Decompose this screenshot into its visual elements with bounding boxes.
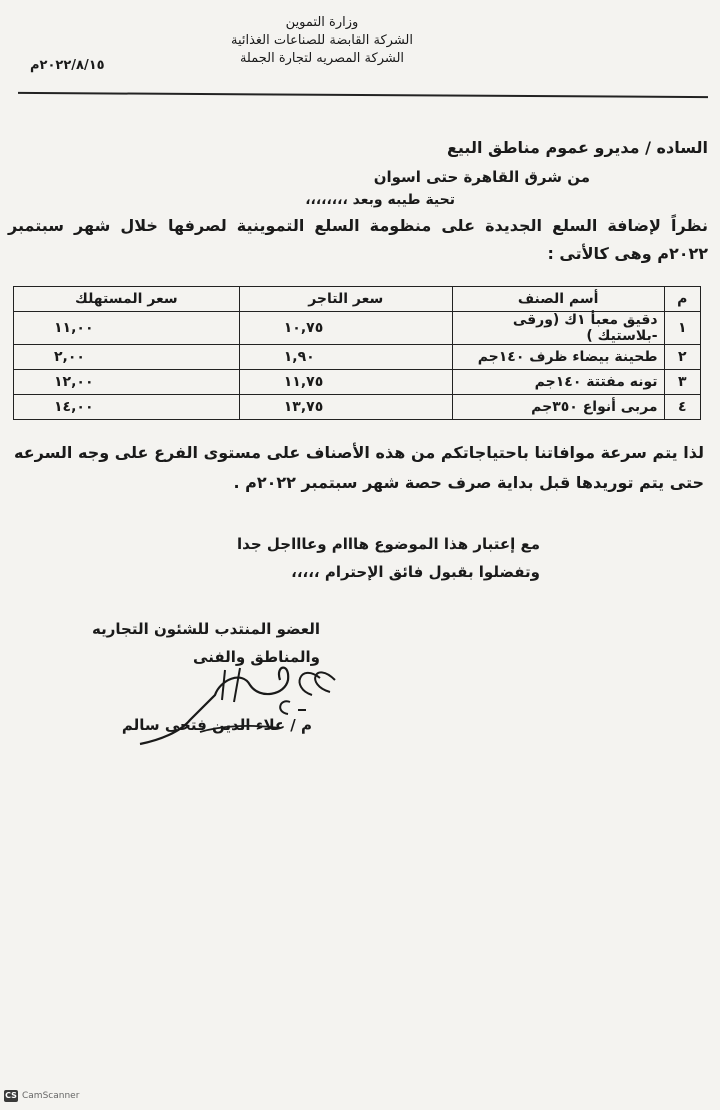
header-item-name: أسم الصنف	[452, 287, 664, 312]
row-num: ١	[664, 312, 700, 345]
closing-regards: وتفضلوا بقبول فائق الإحترام ،،،،،	[291, 563, 540, 581]
row-consumer-price: ١٤,٠٠	[14, 395, 240, 420]
row-item-name: طحينة بيضاء ظرف ١٤٠جم	[452, 345, 664, 370]
header-consumer-price: سعر المستهلك	[14, 287, 240, 312]
header-trader-price: سعر التاجر	[239, 287, 452, 312]
ministry-name: وزارة التموين	[285, 15, 359, 30]
addressee: الساده / مديرو عموم مناطق البيع	[446, 138, 708, 157]
intro-paragraph: نظراً لإضافة السلع الجديدة على منظومة السلع التموينية لصرفها خلال شهر سبتمبر ٢٠٢٢م وهى كالأتى :	[8, 216, 708, 263]
letterhead	[192, 14, 452, 68]
row-num: ٢	[664, 345, 700, 370]
closing-urgency: مع إعتبار هذا الموضوع هااام وعاااجل جدا	[237, 535, 540, 553]
row-item-name: مربى أنواع ٣٥٠جم	[452, 395, 664, 420]
table-row	[14, 345, 701, 370]
row-trader-price: ١١,٧٥	[239, 370, 452, 395]
signer-name: م / علاء الدين فتحى سالم	[121, 716, 312, 734]
row-trader-price: ١٠,٧٥	[239, 312, 452, 345]
header-divider	[18, 92, 708, 98]
scanner-watermark	[4, 1090, 79, 1102]
signer-title-line-2: والمناطق والفنى	[193, 648, 320, 666]
row-trader-price: ١٣,٧٥	[239, 395, 452, 420]
row-consumer-price: ١٢,٠٠	[14, 370, 240, 395]
letter-date: ٢٠٢٢/٨/١٥م	[30, 58, 105, 73]
row-consumer-price: ٢,٠٠	[14, 345, 240, 370]
row-num: ٤	[664, 395, 700, 420]
camscanner-icon: CS	[5, 1091, 17, 1100]
scanner-label: CamScanner	[22, 1091, 80, 1101]
row-trader-price: ١,٩٠	[239, 345, 452, 370]
table-row	[14, 370, 701, 395]
request-paragraph: لذا يتم سرعة موافاتنا باحتياجاتكم من هذه الأصناف على مستوى الفرع على وجه السرعه حتى يتم توريدها قبل بداية صرف حصة شهر سبتمبر ٢٠٢٢م .	[14, 443, 704, 492]
holding-company-name: الشركة القابضة للصناعات الغذائية	[230, 33, 414, 48]
signer-title-line-1: العضو المنتدب للشئون التجاريه	[92, 620, 320, 638]
greeting: تحية طيبه وبعد ،،،،،،،،	[305, 192, 455, 208]
row-item-name: تونه مفتتة ١٤٠جم	[452, 370, 664, 395]
row-num: ٣	[664, 370, 700, 395]
price-table	[13, 286, 701, 420]
table-row	[14, 312, 701, 345]
region-line: من شرق القاهرة حتى اسوان	[373, 168, 590, 186]
row-consumer-price: ١١,٠٠	[14, 312, 240, 345]
table-row	[14, 395, 701, 420]
company-name: الشركة المصريه لتجارة الجملة	[239, 51, 405, 66]
header-num: م	[664, 287, 700, 312]
closing-block	[237, 530, 540, 586]
row-item-name: دقيق معبأ ١ك (ورقى -بلاستيك )	[452, 312, 664, 345]
table-header-row	[14, 287, 701, 312]
